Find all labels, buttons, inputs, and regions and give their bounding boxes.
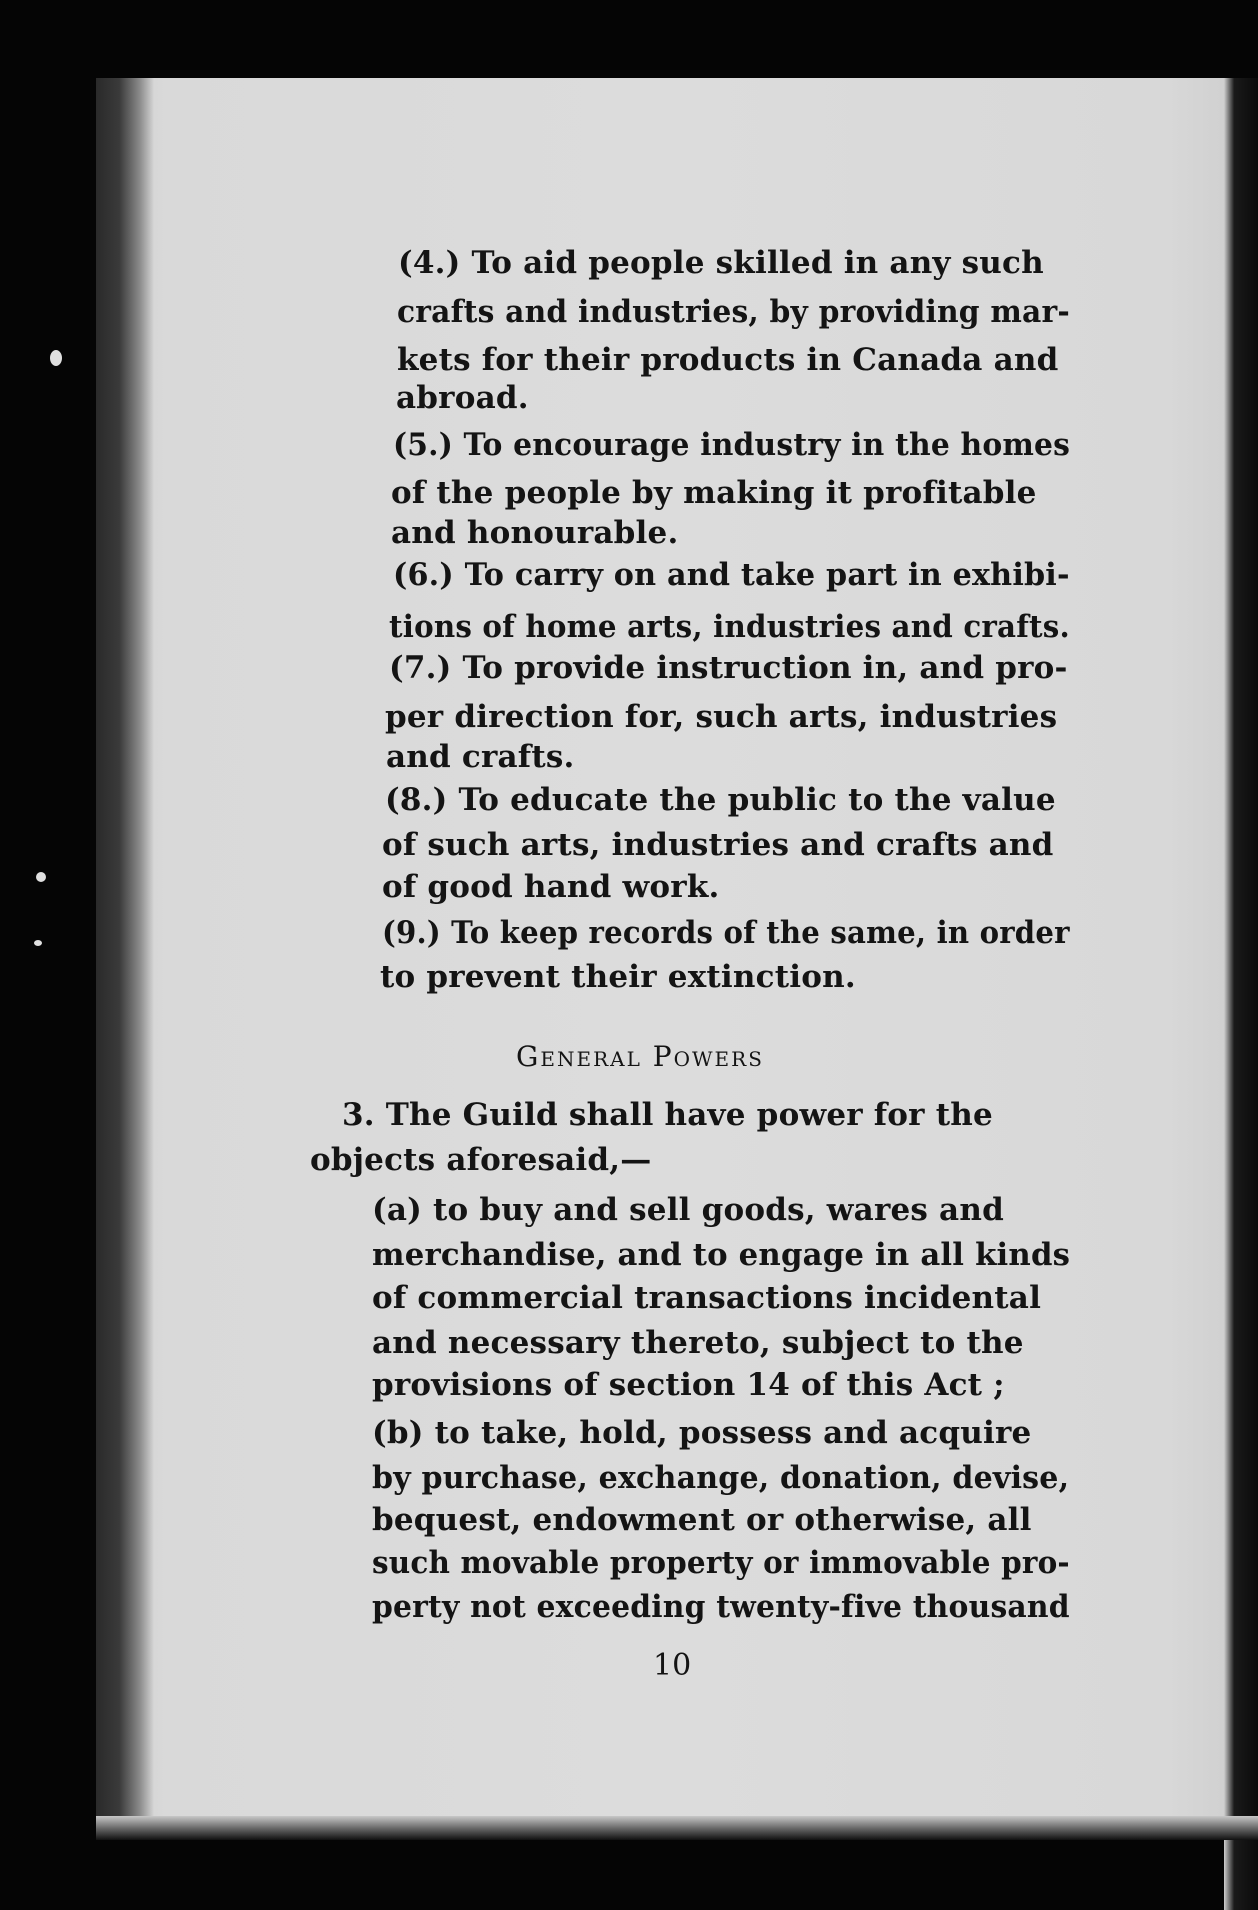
- text-line: tions of home arts, industries and crafts.: [389, 609, 1070, 645]
- text-line: objects aforesaid,—: [310, 1142, 652, 1178]
- text-line: such movable property or immovable pro-: [372, 1545, 1070, 1581]
- page-number: 10: [653, 1648, 692, 1683]
- text-line: of good hand work.: [382, 869, 720, 905]
- text-line: merchandise, and to engage in all kinds: [372, 1237, 1071, 1273]
- text-line: (a) to buy and sell goods, wares and: [372, 1192, 1004, 1228]
- text-line: (9.) To keep records of the same, in order: [382, 915, 1070, 951]
- text-line: and necessary thereto, subject to the: [372, 1325, 1024, 1361]
- text-line: kets for their products in Canada and: [397, 342, 1059, 378]
- text-line: per direction for, such arts, industries: [385, 699, 1058, 735]
- text-line: (6.) To carry on and take part in exhibi-: [393, 557, 1070, 593]
- text-line: of commercial transactions incidental: [372, 1280, 1042, 1316]
- text-line: of such arts, industries and crafts and: [382, 827, 1054, 863]
- text-line: (b) to take, hold, possess and acquire: [372, 1415, 1032, 1451]
- text-line: to prevent their extinction.: [380, 959, 856, 995]
- text-line: 3. The Guild shall have power for the: [342, 1097, 993, 1133]
- text-line: crafts and industries, by providing mar-: [397, 294, 1070, 330]
- text-line: by purchase, exchange, donation, devise,: [372, 1460, 1070, 1496]
- text-line: of the people by making it profitable: [391, 475, 1037, 511]
- section-heading: General Powers: [516, 1040, 764, 1073]
- text-line: perty not exceeding twenty-five thousand: [372, 1589, 1070, 1625]
- text-line: and crafts.: [386, 739, 575, 775]
- text-line: (8.) To educate the public to the value: [385, 782, 1056, 818]
- text-line: and honourable.: [391, 515, 679, 551]
- text-line: (4.) To aid people skilled in any such: [398, 245, 1044, 281]
- text-line: provisions of section 14 of this Act ;: [372, 1367, 1005, 1403]
- text-line: bequest, endowment or otherwise, all: [372, 1502, 1032, 1538]
- text-line: (5.) To encourage industry in the homes: [393, 427, 1071, 463]
- text-line: (7.) To provide instruction in, and pro-: [389, 650, 1068, 686]
- text-line: abroad.: [396, 380, 529, 416]
